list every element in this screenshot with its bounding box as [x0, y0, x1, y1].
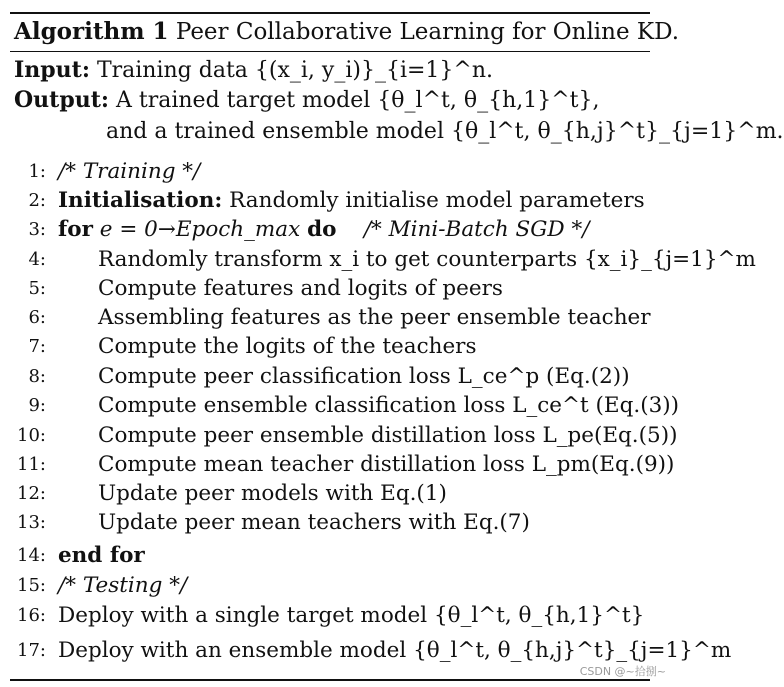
line-number: 3:: [28, 219, 46, 240]
step-keyword: for: [58, 217, 93, 242]
top-rule: [10, 12, 650, 14]
step-keyword: Initialisation:: [58, 188, 223, 213]
algorithm-label: Algorithm 1: [14, 18, 169, 45]
step-text: Deploy with an ensemble model {θ_l^t, θ_{h,j}^t}_{j=1}^m: [58, 638, 732, 663]
line-number: 2:: [28, 190, 46, 211]
step-15: [10, 572, 650, 600]
line-number: 7:: [28, 336, 46, 357]
step-17: [10, 637, 732, 665]
input-label: Input:: [14, 57, 90, 83]
step-5: [10, 275, 650, 303]
step-text: Compute mean teacher distillation loss L_pm(Eq.(9)): [98, 452, 675, 477]
step-text: Randomly initialise model parameters: [229, 188, 645, 213]
step-text: Update peer mean teachers with Eq.(7): [98, 510, 530, 535]
line-number: 14:: [17, 545, 46, 566]
line-number: 1:: [28, 161, 46, 182]
line-number: 10:: [17, 425, 46, 446]
step-11: [10, 451, 675, 479]
step-text: Compute the logits of the teachers: [98, 334, 477, 359]
step-math: e = 0→Epoch_max: [99, 217, 301, 242]
step-text: Compute features and logits of peers: [98, 276, 503, 301]
step-2: [10, 187, 650, 215]
watermark: CSDN @~拾捌~: [579, 665, 666, 678]
bottom-rule: [10, 679, 650, 681]
mid-rule: [10, 51, 650, 52]
step-text: Randomly transform x_i to get counterparts {x_i}_{j=1}^m: [98, 247, 756, 272]
step-3: [10, 216, 650, 244]
step-text: Compute peer classification loss L_ce^p (Eq.(2)): [98, 364, 630, 389]
output-label: Output:: [14, 87, 109, 113]
line-number: 9:: [28, 395, 46, 416]
output-line-2: [106, 118, 784, 146]
output-line: [14, 86, 600, 115]
algorithm-title: [14, 18, 679, 46]
step-text: Deploy with a single target model {θ_l^t, θ_{h,1}^t}: [58, 603, 645, 628]
step-text: Compute ensemble classification loss L_ce^t (Eq.(3)): [98, 393, 680, 418]
step-13: [10, 509, 650, 537]
step-keyword-do: do: [307, 217, 337, 242]
line-number: 12:: [17, 483, 46, 504]
step-14: [10, 542, 650, 570]
line-number: 16:: [17, 605, 46, 626]
line-number: 5:: [28, 278, 46, 299]
step-1: [10, 158, 650, 186]
input-text: Training data {(x_i, y_i)}_{i=1}^n.: [96, 58, 494, 83]
step-body: [58, 187, 645, 215]
line-number: 17:: [17, 640, 46, 661]
step-text: /* Testing */: [58, 573, 188, 598]
output-text: A trained target model {θ_l^t, θ_{h,1}^t},: [115, 88, 600, 113]
step-text: Assembling features as the peer ensemble teacher: [98, 305, 651, 330]
line-number: 15:: [17, 575, 46, 596]
line-number: 4:: [28, 249, 46, 270]
step-comment: /* Mini-Batch SGD */: [363, 217, 590, 242]
step-16: [10, 602, 650, 630]
step-text: /* Training */: [58, 159, 201, 184]
line-number: 13:: [17, 512, 46, 533]
step-6: [10, 304, 650, 332]
line-number: 8:: [28, 366, 46, 387]
step-text: Compute peer ensemble distillation loss L_pe(Eq.(5)): [98, 423, 678, 448]
step-8: [10, 363, 650, 391]
line-number: 6:: [28, 307, 46, 328]
step-keyword: end for: [58, 543, 145, 568]
algorithm-name: Peer Collaborative Learning for Online KD.: [175, 19, 680, 45]
step-4: [10, 246, 756, 274]
step-text: Update peer models with Eq.(1): [98, 481, 447, 506]
step-7: [10, 333, 650, 361]
line-number: 11:: [17, 454, 46, 475]
step-12: [10, 480, 650, 508]
input-line: [14, 56, 493, 85]
step-9: [10, 392, 680, 420]
step-body: [58, 216, 589, 244]
step-10: [10, 422, 678, 450]
output-text-2: and a trained ensemble model {θ_l^t, θ_{h,j}^t}_{j=1}^m.: [106, 119, 784, 144]
